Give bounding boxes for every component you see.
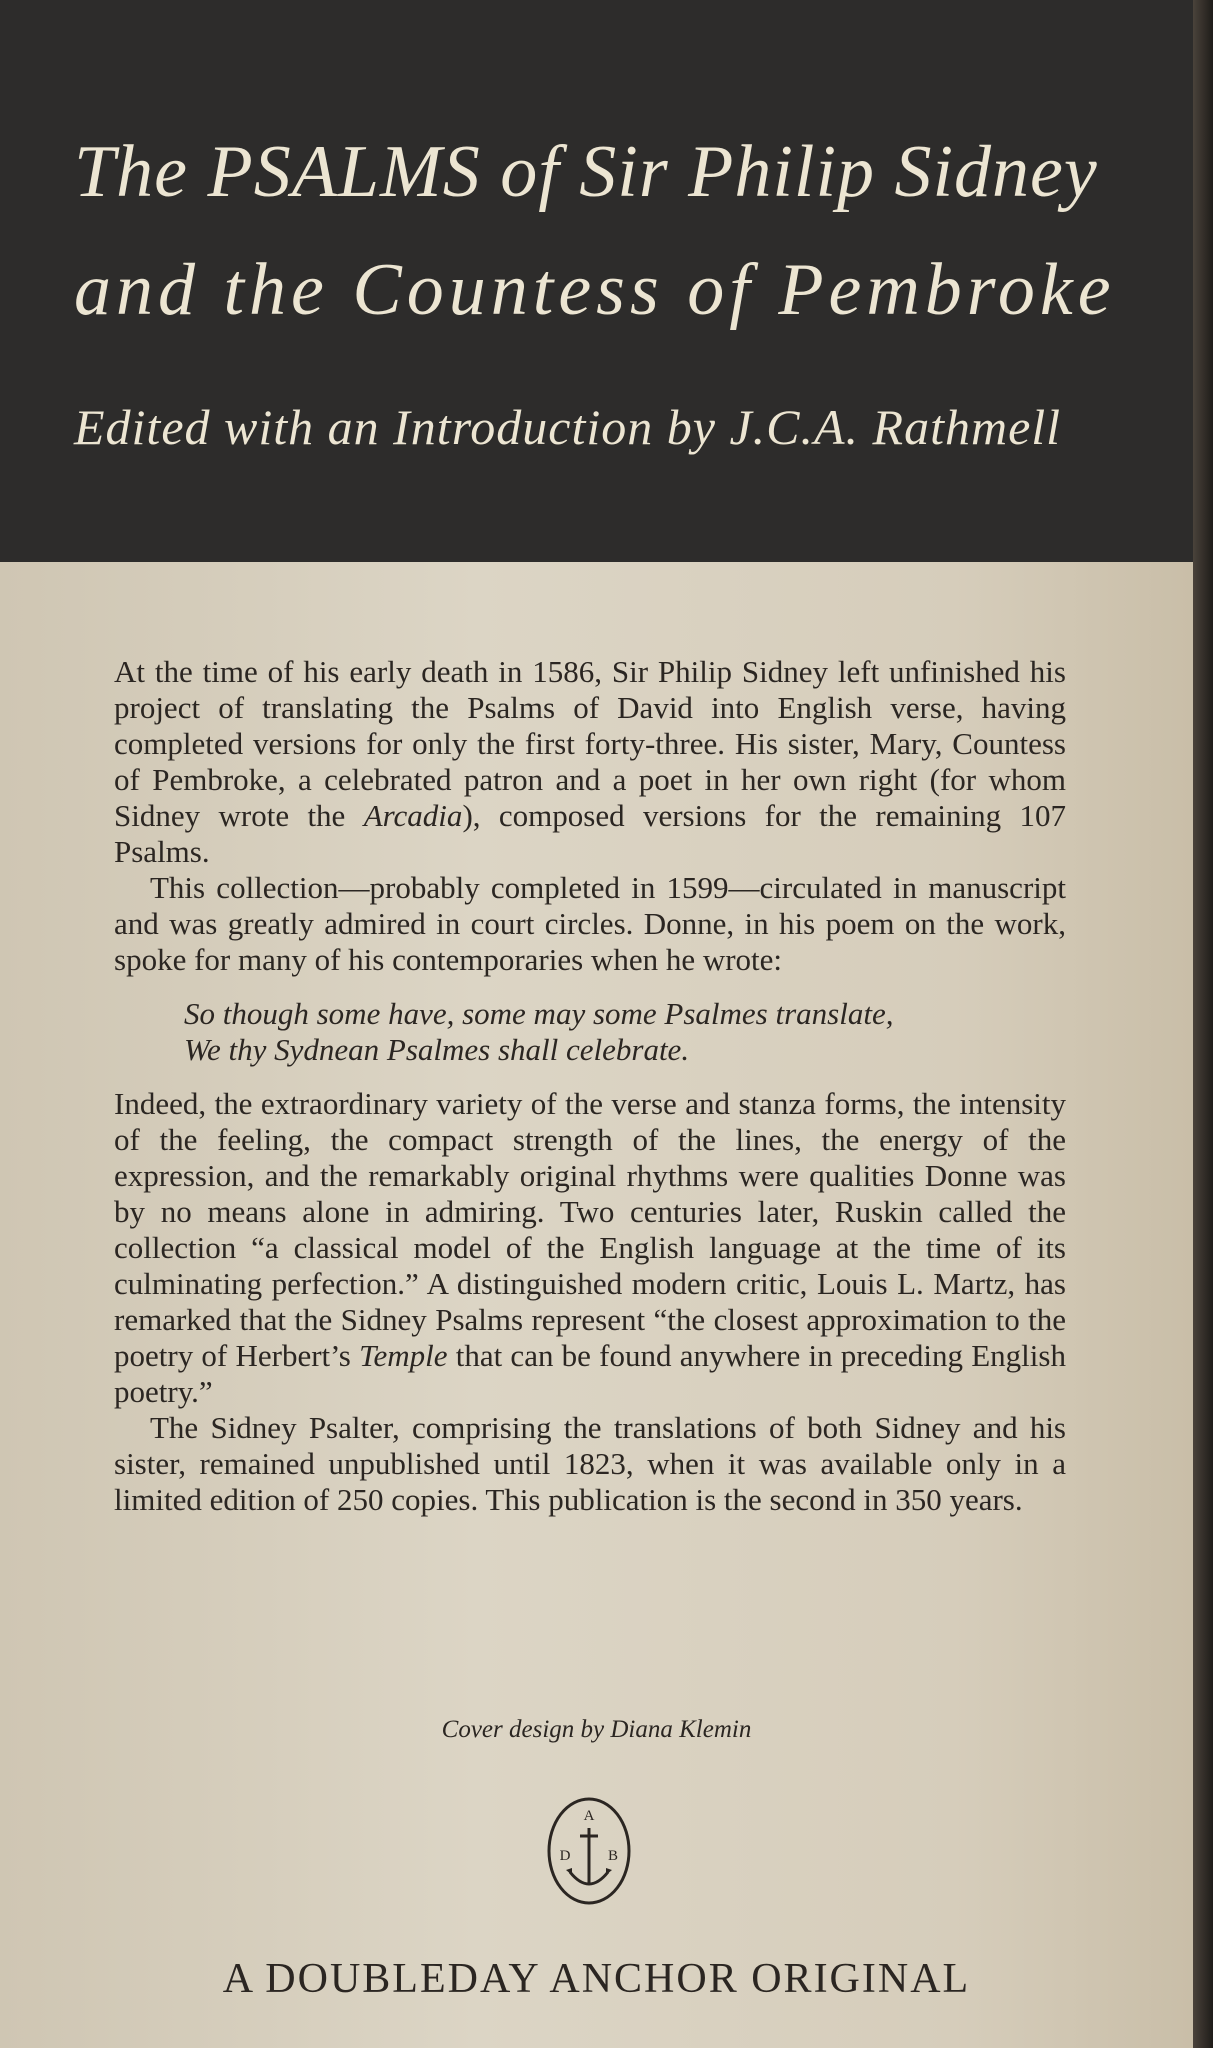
logo-letter-b: B	[607, 1848, 619, 1864]
blurb-paragraph-1	[114, 654, 1066, 870]
anchor-icon	[546, 1796, 632, 1906]
blurb-paragraph-4: The Sidney Psalter, comprising the translations of both Sidney and his sister, remained unpublished until 1823, when it was available only in a limited edition of 250 copies. This publication is the second in 350 years.	[114, 1410, 1066, 1517]
temple-title: Temple	[359, 1338, 448, 1373]
arcadia-title: Arcadia	[363, 798, 463, 833]
editor-credit: Edited with an Introduction by J.C.A. Rathmell	[74, 399, 1062, 455]
book-spine-edge	[1193, 0, 1213, 2048]
blurb-p1-end: ), composed versions for the remaining 107 Psalms.	[114, 798, 1066, 869]
donne-quote	[184, 996, 1066, 1068]
logo-letter-a: A	[583, 1808, 595, 1824]
blurb-p3-text: Indeed, the extraordinary variety of the verse and stanza forms, the intensity of the feeling, the compact strength of the lines, the energy of the expression, and the remarkably original rhythms were qualities Donne was by no means alone in admiring. Two centuries later, Ruskin called the collection “a classical model of the English language at the time of its culminating perfection.” A distinguished modern critic, Louis L. Martz, has remarked that the Sidney Psalms represent “the closest approximation to the poetry of Herbert’s	[114, 1086, 1066, 1373]
cover-design-credit: Cover design by Diana Klemin	[441, 1716, 752, 1743]
title-band	[0, 0, 1193, 562]
publisher-imprint: A DOUBLEDAY ANCHOR ORIGINAL	[222, 1956, 971, 2002]
book-title-line-2: and the Countess of Pembroke	[74, 249, 1116, 331]
logo-letter-d: D	[559, 1848, 571, 1864]
quote-line-2: We thy Sydnean Psalmes shall celebrate.	[184, 1032, 690, 1067]
blurb-p3-end: that can be found anywhere in preceding English poetry.”	[114, 1338, 1066, 1409]
blurb-paragraph-3	[114, 1086, 1066, 1410]
book-title-line-1: The PSALMS of Sir Philip Sidney	[74, 131, 1098, 213]
blurb-paragraph-2: This collection—probably completed in 1599—circulated in manuscript and was greatly admired in court circles. Donne, in his poem on the work, spoke for many of his contemporaries when he wrote:	[114, 870, 1066, 977]
blurb-p1-text: At the time of his early death in 1586, Sir Philip Sidney left unfinished his project of translating the Psalms of David into English verse, having completed versions for only the first forty-three. His sister, Mary, Countess of Pembroke, a celebrated patron and a poet in her own right (for whom Sidney wrote the	[114, 654, 1066, 833]
blurb-text	[114, 654, 1066, 1518]
quote-line-1: So though some have, some may some Psalmes translate,	[184, 996, 894, 1031]
